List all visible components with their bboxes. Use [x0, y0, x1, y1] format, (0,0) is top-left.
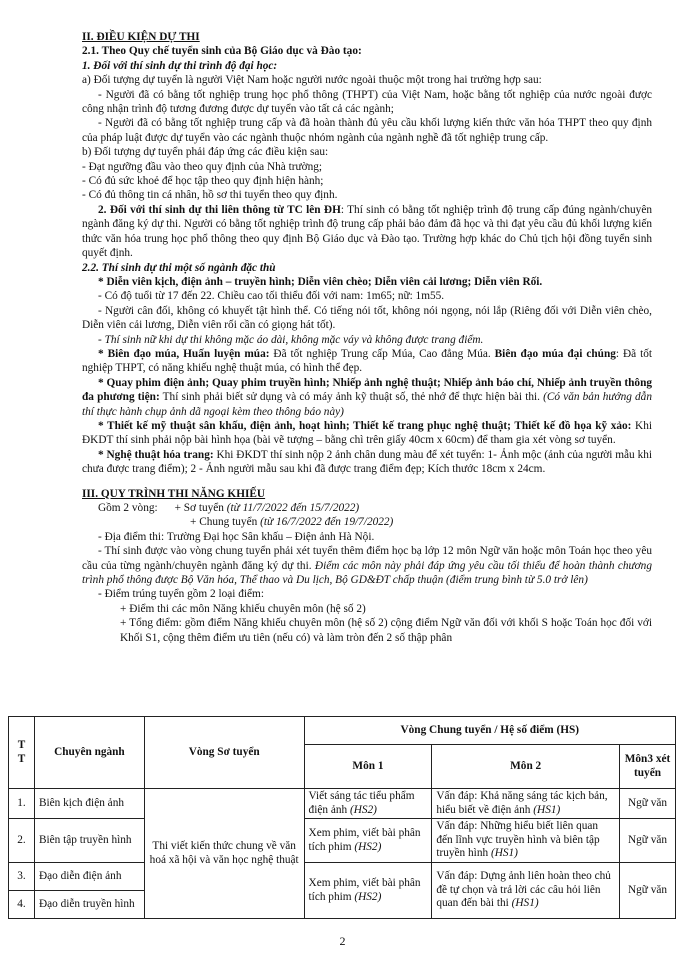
round-2: + Chung tuyển — [190, 516, 261, 529]
cell-mon1 — [304, 789, 432, 819]
location: - Địa điểm thi: Trường Đại học Sân khấu – Điện ảnh Hà Nội. — [98, 530, 375, 543]
cell-mon1-hs: (HS2) — [354, 890, 382, 903]
cell-mon1-hs: (HS2) — [354, 840, 382, 853]
section-2-2-heading: 2.2. Thí sinh dự thi một số ngành đặc thù — [82, 261, 276, 274]
paragraph-thiet-ke — [82, 419, 652, 448]
dien-vien-title: * Diễn viên kịch, điện ảnh – truyền hình; Diễn viên chèo; Diễn viên cải lương; Diễn viên Rối. — [98, 275, 543, 288]
paragraph-hoa-trang — [82, 448, 652, 477]
cell-mon1-text: Xem phim, viết bài phân tích phim — [308, 877, 421, 903]
cell-mon1-hs: (HS2) — [349, 803, 377, 816]
page-number: 2 — [339, 934, 346, 948]
cell-major: Biên tập truyền hình — [34, 819, 144, 863]
header-mon1: Môn 1 — [304, 745, 432, 789]
quay-phim-text: Thí sinh phải biết sử dụng và có máy ảnh kỹ thuật số, thẻ nhớ để thực hiện bài thi. — [159, 391, 544, 404]
cell-mon2 — [432, 789, 620, 819]
bien-dao-bold: * Biên đạo múa, Huấn luyện múa: — [98, 347, 270, 360]
score-title: - Điểm trúng tuyển gồm 2 loại điểm: — [98, 588, 264, 601]
score-2: + Tổng điểm: gồm điểm Năng khiếu chuyên môn (hệ số 2) cộng điểm Ngữ văn đối với khối S hoặc Toán học đối với Khối S1, cộng thêm điểm ưu tiên (nếu có) và làm tròn đến 2 số thập phân — [120, 617, 652, 644]
cell-mon3: Ngữ văn — [620, 863, 676, 919]
cell-mon2-hs: (HS1) — [490, 847, 518, 860]
cell-mon1-text: Xem phim, viết bài phân tích phim — [308, 827, 421, 853]
cell-tt: 4. — [9, 891, 35, 919]
chung-tuyen-italic: Điểm các môn này phải đáp ứng yêu cầu tối thiểu để hoàn thành chương trình phổ thông được Bộ Văn hóa, Thể thao và Du lịch, Bộ GD&ĐT chấp thuận (điểm trung bình từ 5.0 trở lên) — [82, 559, 652, 587]
thiet-ke-text: Khi ĐKDT thí sinh phải nộp bài hình họa (bài vẽ tượng – bằng chì trên giấy 40cm x 60cm) để tham gia xét vòng sơ tuyển. — [82, 419, 652, 447]
header-mon2: Môn 2 — [432, 745, 620, 789]
dien-vien-1: - Có độ tuổi từ 17 đến 22. Chiều cao tối thiểu đối với nam: 1m65; nữ: 1m55. — [98, 290, 445, 303]
hoa-trang-text: Khi ĐKDT thí sinh nộp 2 ảnh chân dung màu để xét tuyển: 1- Ảnh mộc (ảnh của người mẫu khi chưa được trang điểm); 2 - Ảnh người mẫu sau khi đã được trang điểm đẹp; Kích thước 18cm x 24cm. — [82, 448, 652, 476]
lien-thong-bold: 2. Đối với thí sinh dự thi liên thông từ TC lên ĐH — [98, 203, 341, 216]
cell-mon2-text: Vấn đáp: Dựng ảnh liên hoàn theo chủ đề tự chọn và trả lời các câu hỏi liên quan đến bài thi — [436, 870, 611, 910]
paragraph-a2: - Người đã có bằng tốt nghiệp trung cấp và đã hoàn thành đủ yêu cầu khối lượng kiến thức văn hóa THPT theo quy định của pháp luật được dự tuyển vào các ngành thuộc nhóm ngành của ngành nghề đã tốt nghiệp trung cấp. — [82, 117, 652, 144]
table-row — [9, 863, 676, 891]
paragraph-chung-tuyen — [82, 544, 652, 587]
thiet-ke-bold: * Thiết kế mỹ thuật sân khấu, điện ảnh, hoạt hình; Thiết kế trang phục nghệ thuật; Thiết kế đồ họa kỹ xảo: — [98, 419, 632, 432]
paragraph-a: a) Đối tượng dự tuyển là người Việt Nam hoặc người nước ngoài thuộc một trong hai trường hợp sau: — [82, 74, 542, 87]
table-row — [9, 819, 676, 863]
exam-table — [8, 716, 676, 919]
hoa-trang-bold: * Nghệ thuật hóa trang: — [98, 448, 214, 461]
chung-tuyen-text: - Thí sinh được vào vòng chung tuyển phải xét tuyển thêm điểm học bạ lớp 12 môn Ngữ văn hoặc môn Toán học theo yêu cầu của từng ngành/chuyên ngành đăng ký dự thi. — [82, 545, 652, 572]
document-content — [82, 30, 652, 645]
dien-vien-3: - Thí sinh nữ khi dự thi không mặc áo dài, không mặc váy và không được trang điểm. — [98, 333, 484, 346]
cell-mon2-hs: (HS1) — [511, 897, 539, 910]
paragraph-quay-phim — [82, 376, 652, 419]
paragraph-b: b) Đối tượng dự tuyển phải đáp ứng các điều kiện sau: — [82, 146, 329, 159]
paragraph-b2: - Có đủ sức khoẻ để học tập theo quy định hiện hành; — [82, 175, 324, 188]
cell-mon2 — [432, 863, 620, 919]
cell-mon3: Ngữ văn — [620, 819, 676, 863]
header-mon3: Môn3 xét tuyển — [620, 745, 676, 789]
cell-tt: 3. — [9, 863, 35, 891]
score-1: + Điểm thi các môn Năng khiếu chuyên môn (hệ số 2) — [120, 602, 366, 615]
cell-mon2-text: Vấn đáp: Những hiểu biết liên quan đến lĩnh vực truyền hình và biên tập truyền hình — [436, 820, 600, 860]
cell-mon3: Ngữ văn — [620, 789, 676, 819]
table-row — [9, 789, 676, 819]
round-1: + Sơ tuyển — [174, 502, 227, 514]
paragraph-b3: - Có đủ thông tin cá nhân, hồ sơ thi tuyển theo quy định. — [82, 189, 338, 202]
lien-thong-text: : Thí sinh có bằng tốt nghiệp trình độ trung cấp đúng ngành/chuyên ngành đăng ký dự thi. Người có bằng tốt nghiệp trình độ trung cấp phải bảo đảm đã học và thi đạt yêu cầu đủ khối lượng kiến thức văn hóa trung học phổ thông theo quy định Bộ Giáo dục và Đào tạo. Trường hợp khác do Chủ tịch hội đồng tuyển sinh quyết định. — [82, 203, 652, 260]
cell-tt: 1. — [9, 789, 35, 819]
paragraph-a1: - Người đã có bằng tốt nghiệp trung học phổ thông (THPT) của Việt Nam, hoặc bằng tốt nghiệp của nước ngoài được công nhận trình độ tương đương được dự tuyển vào tất cả các ngành; — [82, 88, 652, 116]
bien-dao-text-2: : Đã tốt nghiệp THPT, có năng khiếu nghệ thuật múa, có hình thể đẹp. — [82, 347, 652, 375]
header-group: Vòng Chung tuyển / Hệ số điểm (HS) — [304, 717, 675, 745]
cell-tt: 2. — [9, 819, 35, 863]
cell-major: Biên kịch điện ảnh — [34, 789, 144, 819]
cell-mon1 — [304, 819, 432, 863]
header-tt: T T — [9, 717, 35, 789]
quay-phim-italic: (Có văn bản hướng dẫn thí thực hành chụp ảnh dã ngoại kèm theo thông báo này) — [82, 391, 652, 418]
paragraph-b1: - Đạt ngưỡng đầu vào theo quy định của Nhà trường; — [82, 160, 323, 173]
dien-vien-2: - Người cân đối, không có khuyết tật hình thể. Có tiếng nói tốt, không nói ngọng, nói lắp (Riêng đối với Diễn viên chèo, Diễn viên cải lương, Diễn viên rối cần có giọng hát tốt). — [82, 304, 652, 332]
round-2-date: (từ 16/7/2022 đến 19/7/2022) — [260, 516, 394, 529]
cell-major: Đạo diễn truyền hình — [34, 891, 144, 919]
cell-mon2 — [432, 819, 620, 863]
cell-mon1 — [304, 863, 432, 919]
cell-major: Đạo diễn điện ảnh — [34, 863, 144, 891]
rounds-line-2 — [82, 515, 652, 529]
bien-dao-text: Đã tốt nghiệp Trung cấp Múa, Cao đẳng Múa. — [269, 347, 495, 360]
paragraph-lien-thong — [82, 203, 652, 261]
section-2-1-1-heading: 1. Đối với thí sinh dự thi trình độ đại học: — [82, 59, 278, 72]
bien-dao-bold-2: Biên đạo múa đại chúng — [494, 347, 616, 360]
paragraph-bien-dao — [82, 347, 652, 376]
round-1-date: (từ 11/7/2022 đến 15/7/2022) — [226, 502, 360, 514]
cell-mon1-text: Viết sáng tác tiểu phẩm điện ảnh — [308, 790, 415, 816]
section-2-title: II. ĐIỀU KIỆN DỰ THI — [82, 31, 200, 43]
section-3-title: III. QUY TRÌNH THI NĂNG KHIẾU — [82, 487, 266, 500]
rounds-line-1 — [82, 501, 652, 515]
cell-mon2-text: Vấn đáp: Khả năng sáng tác kịch bản, hiểu biết về điện ảnh — [436, 790, 608, 816]
header-major: Chuyên ngành — [34, 717, 144, 789]
quay-phim-bold: * Quay phim điện ảnh; Quay phim truyền hình; Nhiếp ảnh nghệ thuật; Nhiếp ảnh báo chí, Nhiếp ảnh truyền thông đa phương tiện: — [82, 376, 653, 404]
section-2-1-heading: 2.1. Theo Quy chế tuyển sinh của Bộ Giáo dục và Đào tạo: — [82, 45, 362, 58]
rounds-prefix: Gồm 2 vòng: — [98, 502, 158, 514]
cell-mon2-hs: (HS1) — [533, 803, 561, 816]
header-round1: Vòng Sơ tuyển — [144, 717, 304, 789]
cell-round1: Thi viết kiến thức chung về văn hoá xã hội và văn học nghệ thuật — [144, 789, 304, 919]
